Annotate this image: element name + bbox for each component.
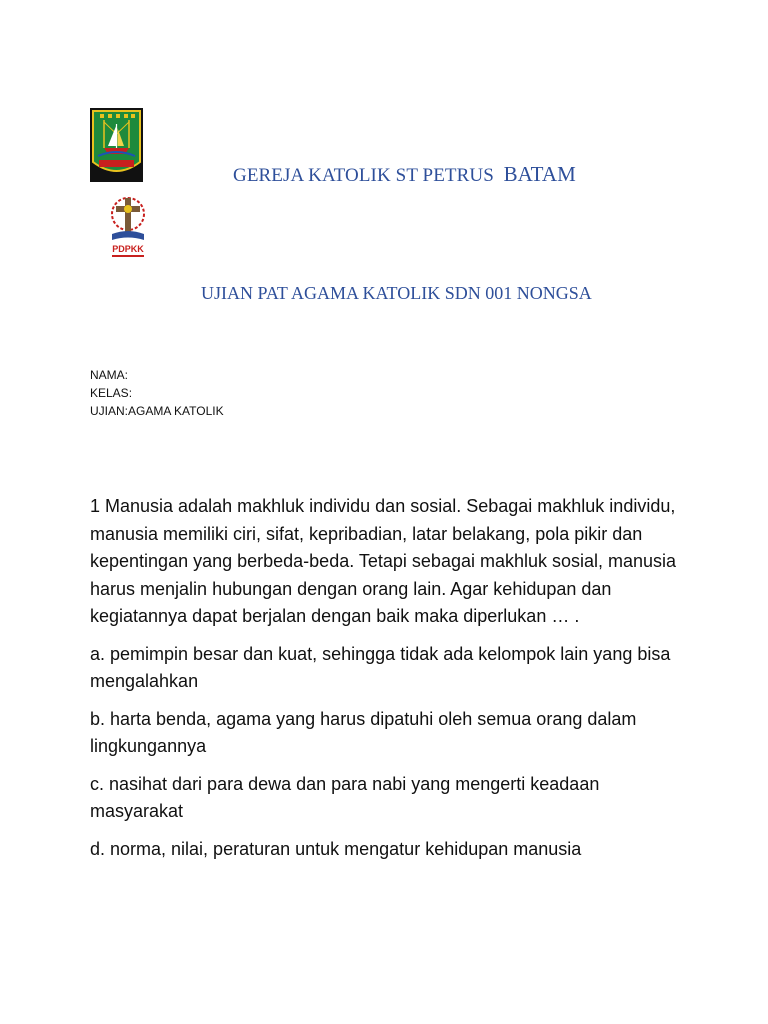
- church-title: [233, 162, 576, 187]
- exam-label: UJIAN:AGAMA KATOLIK: [90, 404, 224, 418]
- exam-title: UJIAN PAT AGAMA KATOLIK SDN 001 NONGSA: [201, 283, 592, 303]
- option-c: c. nasihat dari para dewa dan para nabi yang mengerti keadaan masyarakat: [90, 773, 600, 821]
- church-title-main: GEREJA KATOLIK ST PETRUS: [233, 165, 494, 186]
- student-info: [90, 366, 224, 420]
- question-block: [90, 493, 690, 863]
- pdpkk-logo-icon: [92, 190, 164, 262]
- svg-text:PDPKK: PDPKK: [112, 244, 144, 254]
- option-d: d. norma, nilai, peraturan untuk mengatur kehidupan manusia: [90, 838, 582, 859]
- option-b: b. harta benda, agama yang harus dipatuhi oleh semua orang dalam lingkungannya: [90, 708, 637, 756]
- batam-city-emblem-icon: [90, 108, 143, 182]
- class-label: KELAS:: [90, 386, 133, 400]
- name-label: NAMA:: [90, 368, 129, 382]
- option-a: a. pemimpin besar dan kuat, sehingga tidak ada kelompok lain yang bisa mengalahkan: [90, 643, 671, 691]
- church-title-city: BATAM: [503, 162, 576, 186]
- question-text: 1 Manusia adalah makhluk individu dan sosial. Sebagai makhluk individu, manusia memiliki ciri, sifat, kepribadian, latar belakang, pola pikir dan kepentingan yang berbeda-beda. Tetapi sebagai makhluk sosial, manusia harus menjalin hubungan dengan orang lain. Agar kehidupan dan kegiatannya dapat berjalan dengan baik maka diperlukan … .: [90, 496, 677, 626]
